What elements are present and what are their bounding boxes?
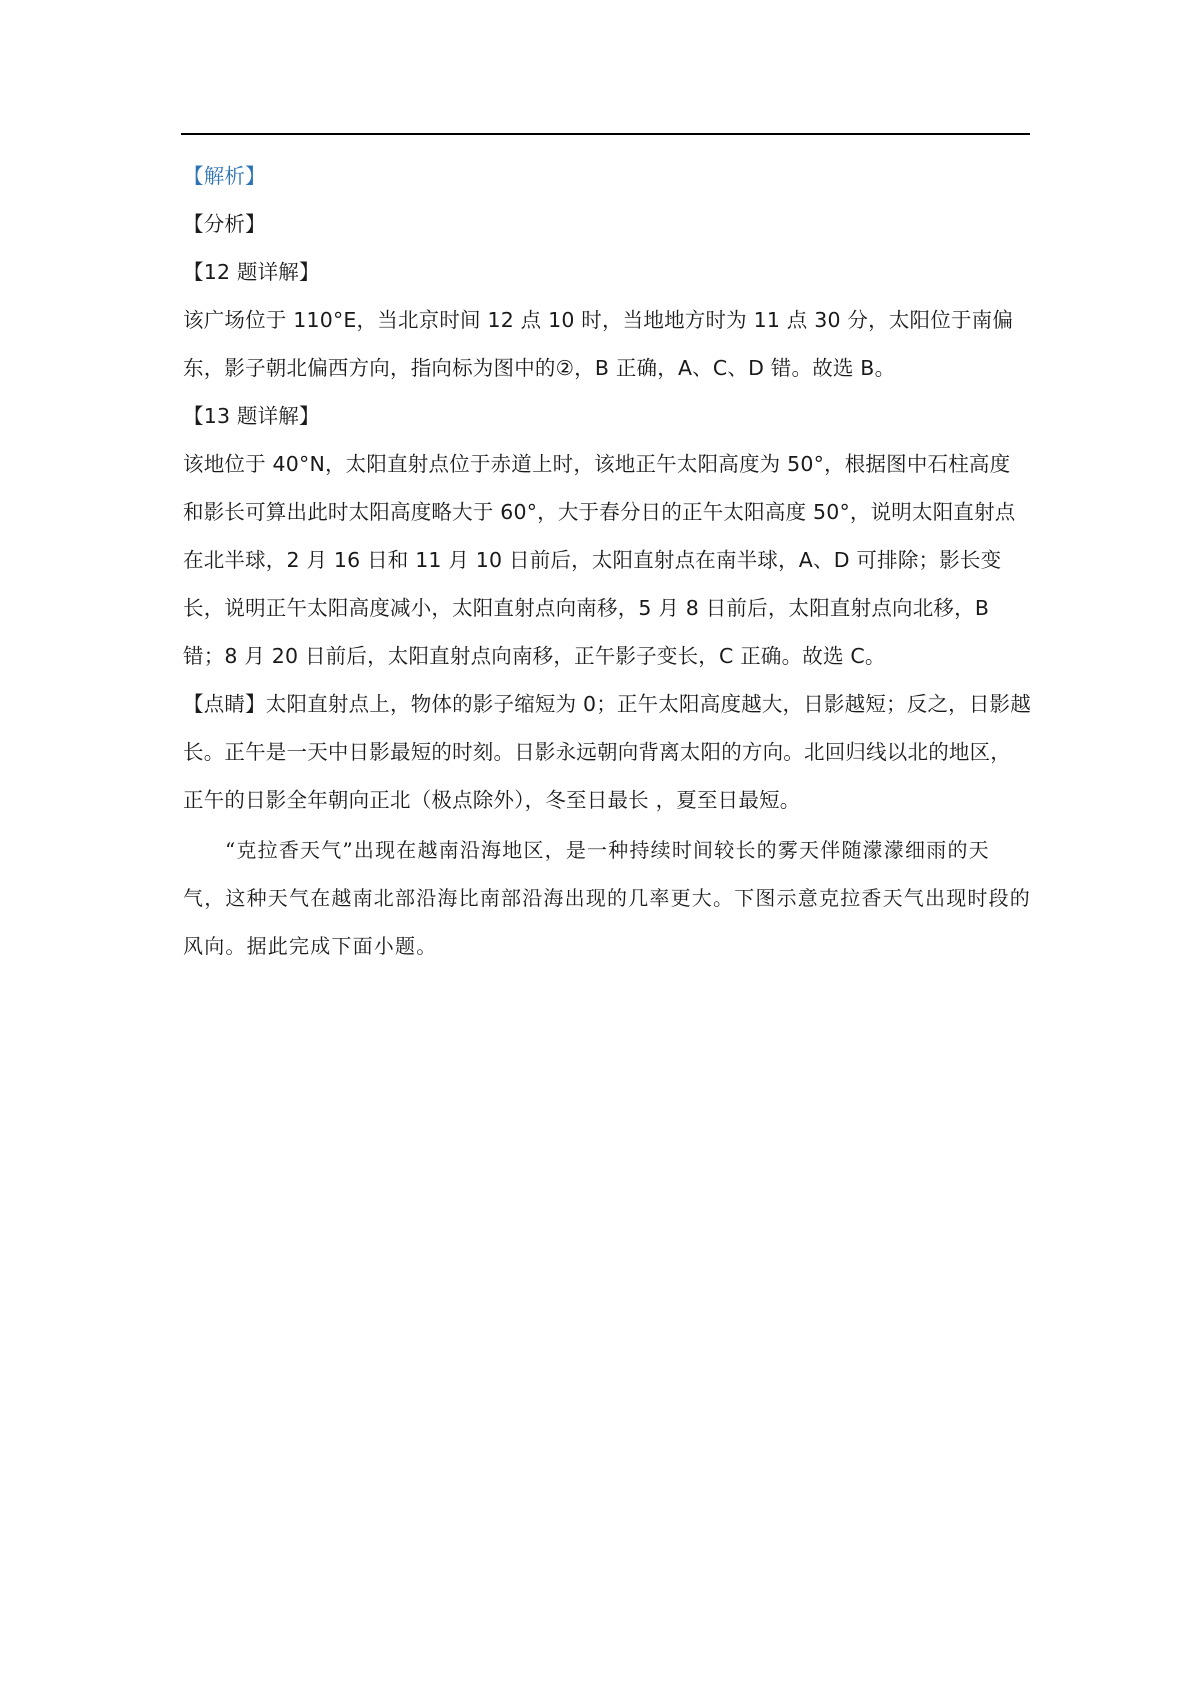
- header-rule: [181, 133, 1030, 135]
- document-body: [183, 152, 1031, 970]
- next-question-stem: “克拉香天气”出现在越南沿海地区，是一种持续时间较长的雾天伴随濛濛细雨的天气，这种天气在越南北部沿海比南部沿海出现的几率更大。下图示意克拉香天气出现时段的风向。据此完成下面小题。: [183, 838, 1031, 958]
- fenxi-heading: 【分析】: [183, 212, 266, 236]
- q13-explanation: 该地位于 40°N，太阳直射点位于赤道上时，该地正午太阳高度为 50°，根据图中石柱高度和影长可算出此时太阳高度略大于 60°，大于春分日的正午太阳高度 50°，说明太阳直射点在北半球，2 月 16 日和 11 月 10 日前后，太阳直射点在南半球，A、D 可排除；影长变长，说明正午太阳高度减小，太阳直射点向南移，5 月 8 日前后，太阳直射点向北移，B 错；8 月 20 日前后，太阳直射点向南移，正午影子变长，C 正确。故选 C。: [183, 452, 1016, 668]
- q12-heading: 【12 题详解】: [183, 260, 320, 284]
- q13-heading: 【13 题详解】: [183, 404, 320, 428]
- dianjing-note: 【点睛】太阳直射点上，物体的影子缩短为 0；正午太阳高度越大，日影越短；反之，日影越长。正午是一天中日影最短的时刻。日影永远朝向背离太阳的方向。北回归线以北的地区，正午的日影全年朝向正北（极点除外），冬至日最长 ，夏至日最短。: [183, 692, 1031, 812]
- analysis-heading: 【解析】: [183, 164, 266, 188]
- q12-explanation: 该广场位于 110°E，当北京时间 12 点 10 时，当地地方时为 11 点 30 分，太阳位于南偏东，影子朝北偏西方向，指向标为图中的②，B 正确，A、C、D 错。故选 B。: [183, 308, 1014, 380]
